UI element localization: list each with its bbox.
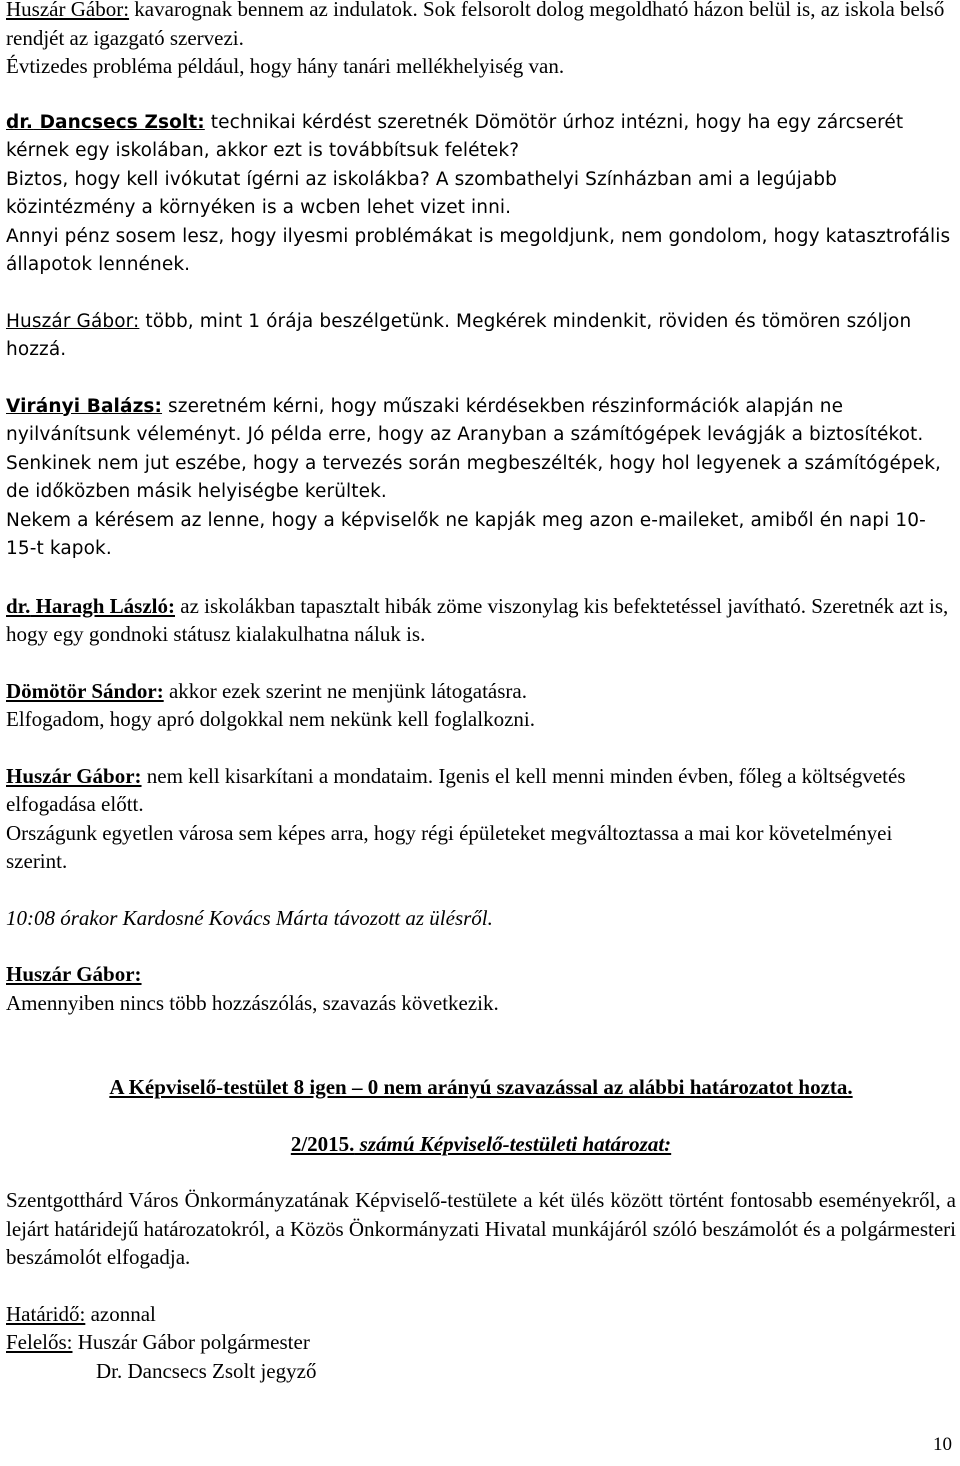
deadline-value: azonnal [85, 1301, 156, 1326]
responsible-value-2: Dr. Dancsecs Zsolt jegyző [96, 1358, 317, 1383]
paragraph-text: nem kell kisarkítani a mondataim. Igenis el kell menni minden évben, főleg a költségvetés elfogadása előtt. [6, 763, 906, 816]
paragraph-text: Elfogadom, hogy apró dolgokkal nem nekünk kell foglalkozni. [6, 707, 535, 731]
deadline-label: Határidő: [6, 1301, 86, 1326]
document-page [6, 0, 956, 1385]
paragraph-text: Nekem a kérésem az lenne, hogy a képviselők ne kapják meg azon e-maileket, amiből én napi 10-15-t kapok. [6, 509, 926, 559]
paragraph-huszar-3 [6, 762, 956, 819]
speaker-name: Dancsecs Zsolt: [33, 111, 205, 133]
speaker-name: Huszár Gábor: [6, 763, 142, 788]
paragraph-text: technikai kérdést szeretnék Dömötör úrhoz intézni, hogy ha egy zárcserét kérnek egy iskolában, akkor ezt is továbbítsuk felétek? [6, 111, 904, 161]
speaker-name: Huszár Gábor: [6, 962, 142, 986]
speaker-name: Haragh László: [30, 593, 175, 618]
speaker-name: Virányi Balázs: [6, 395, 163, 417]
speaker-name: Huszár Gábor: [6, 0, 130, 21]
paragraph-dancsecs [6, 109, 956, 166]
paragraph-huszar-2 [6, 308, 956, 365]
paragraph-text: több, mint 1 órája beszélgetünk. Megkérek mindenkit, röviden és tömören szóljon hozzá. [6, 310, 912, 360]
resolution-title: számú Képviselő-testületi határozat: [354, 1131, 672, 1156]
resolution-number: 2/2015. [290, 1131, 355, 1156]
responsible-line [6, 1328, 956, 1357]
resolution-heading [6, 1130, 956, 1159]
speaker-prefix: dr. [6, 593, 31, 618]
paragraph-huszar-1 [6, 0, 956, 52]
paragraph-text: Biztos, hogy kell ivókutat ígérni az iskolákba? A szombathelyi Színházban ami a legújabb közintézmény a környéken is a wcben lehet vizet inni. [6, 168, 837, 218]
responsible-value: Huszár Gábor polgármester [72, 1330, 310, 1354]
deadline-line [6, 1300, 956, 1329]
responsible-label: Felelős: [6, 1330, 73, 1354]
vote-heading: A Képviselő-testület 8 igen – 0 nem arányú szavazással az alábbi határozatot hozta. [109, 1075, 853, 1099]
paragraph-text: Amennyiben nincs több hozzászólás, szavazás következik. [6, 990, 499, 1015]
page-number: 10 [933, 1434, 952, 1455]
resolution-text: Szentgotthárd Város Önkormányzatának Képviselő-testülete a két ülés között történt fontosabb eseményekről, a lejárt határidejű határozatokról, a Közös Önkormányzati Hivatal munkájáról szóló beszámolót és a polgármesteri beszámolót elfogadja. [6, 1188, 956, 1269]
paragraph-text: kavarognak bennem az indulatok. Sok felsorolt dolog megoldható házon belül is, az iskola belső rendjét az igazgató szervezi. [6, 0, 945, 50]
paragraph-text: Évtizedes probléma például, hogy hány tanári mellékhelyiség van. [6, 54, 565, 78]
speaker-name: Huszár Gábor: [6, 310, 140, 332]
paragraph-text: Országunk egyetlen városa sem képes arra, hogy régi épületeket megváltoztassa a mai kor követelményei szerint. [6, 820, 893, 873]
paragraph-huszar-4 [6, 960, 956, 989]
paragraph-text: akkor ezek szerint ne menjünk látogatásra. [163, 678, 527, 703]
paragraph-domotor [6, 677, 956, 706]
paragraph-text: Annyi pénz sosem lesz, hogy ilyesmi problémákat is megoldjunk, nem gondolom, hogy katasztrofális állapotok lennének. [6, 225, 951, 275]
paragraph-haragh [6, 592, 956, 649]
speaker-name: Dömötör Sándor: [6, 678, 164, 703]
paragraph-text: az iskolákban tapasztalt hibák zöme viszonylag kis befektetéssel javítható. Szeretnék azt is, hogy egy gondnoki státusz kialakulhatna náluk is. [6, 593, 949, 646]
paragraph-viranyi [6, 393, 956, 507]
departure-note: 10:08 órakor Kardosné Kovács Márta távozott az ülésről. [6, 905, 493, 930]
speaker-prefix: dr. [6, 111, 34, 133]
paragraph-text: szeretném kérni, hogy műszaki kérdésekben részinformációk alapján ne nyilvánítsunk véleményt. Jó példa erre, hogy az Aranyban a számítógépek levágják a biztosítékot. Senkinek nem jut eszébe, hogy a tervezés során megbeszélték, hogy hol legyenek a számítógépek, de időközben másik helyiségbe kerültek. [6, 395, 942, 502]
